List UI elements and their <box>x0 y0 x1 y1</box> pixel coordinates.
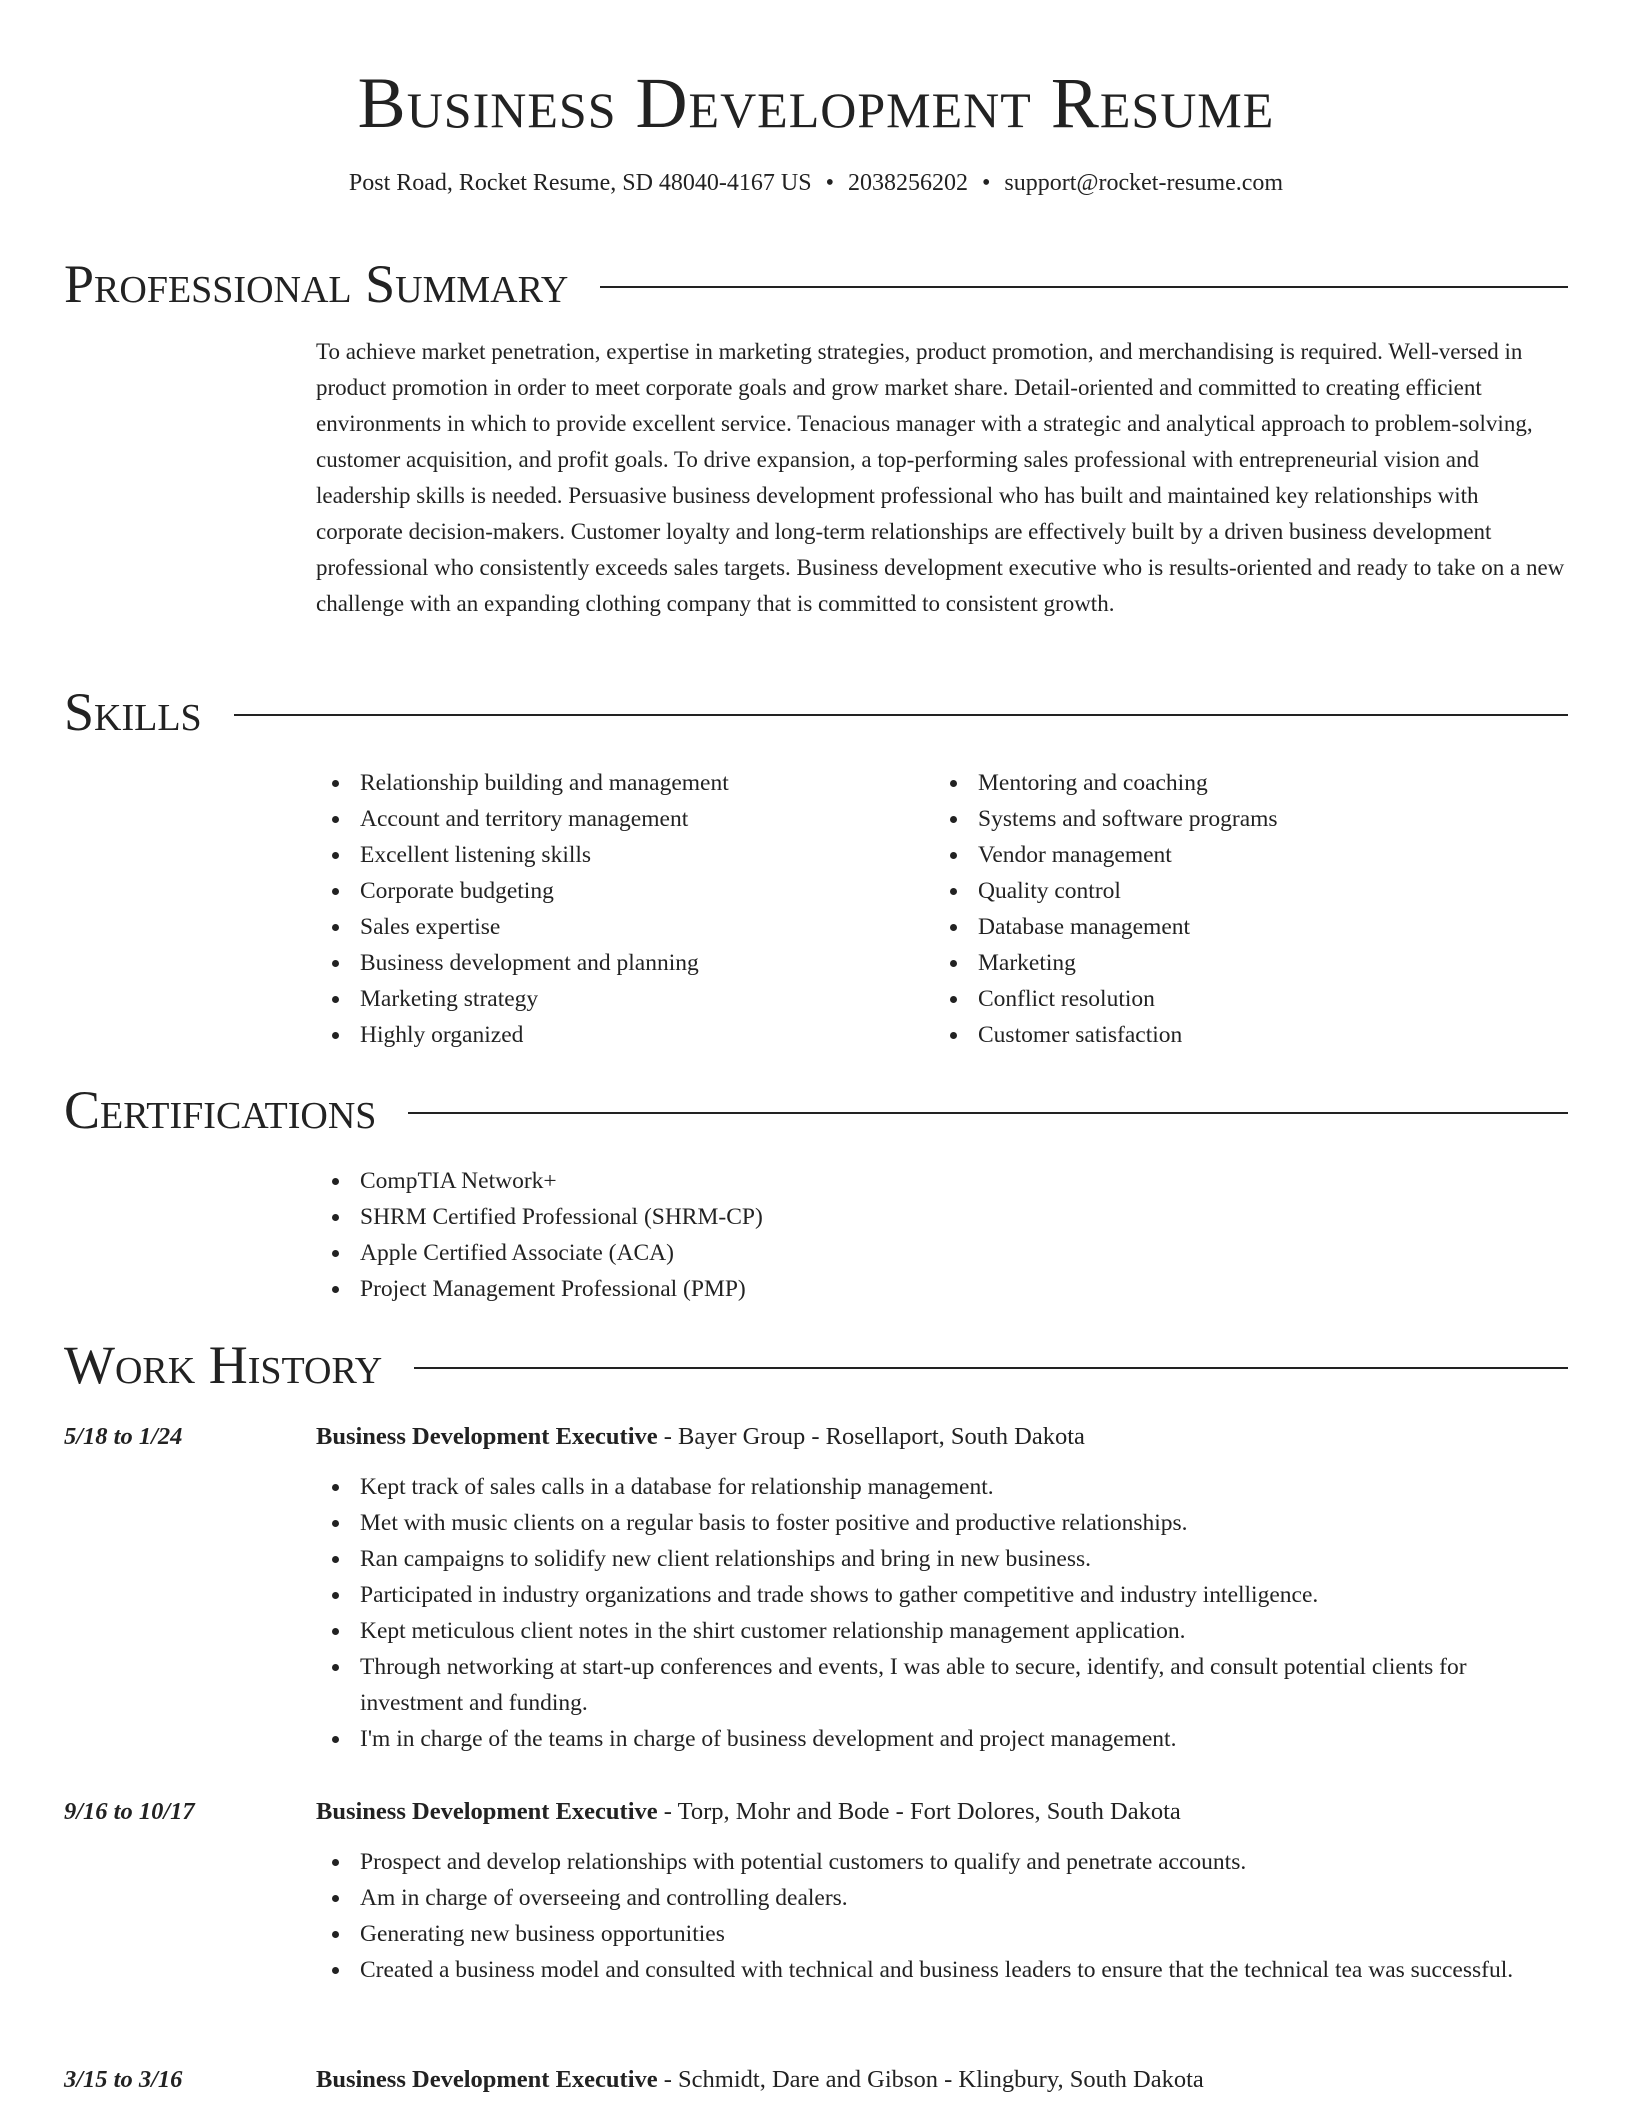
job-bullet: Ran campaigns to solidify new client relationships and bring in new business. <box>316 1541 1568 1577</box>
skill-item: Customer satisfaction <box>934 1017 1552 1053</box>
job-details: - Bayer Group - Rosellaport, South Dakota <box>657 1423 1085 1450</box>
job-heading <box>316 1419 1085 1455</box>
job-header <box>64 2062 1568 2098</box>
certifications-list <box>316 1163 1568 1307</box>
job-bullet: Created a business model and consulted with technical and business leaders to ensure that the technical tea was successful. <box>316 1952 1568 1988</box>
section-divider <box>414 1367 1568 1369</box>
skills-column-right <box>934 765 1552 1053</box>
certification-item: SHRM Certified Professional (SHRM-CP) <box>316 1199 1568 1235</box>
summary-text: To achieve market penetration, expertise in marketing strategies, product promotion, and merchandising is required. Well-versed in product promotion in order to meet corporate goals and grow market share. Detail-oriented and committed to creating efficient environments in which to provide excellent service. Tenacious manager with a strategic and analytical approach to problem-solving, customer acquisition, and profit goals. To drive expansion, a top-performing sales professional with entrepreneurial vision and leadership skills is needed. Persuasive business development professional who has built and maintained key relationships with corporate decision-makers. Customer loyalty and long-term relationships are effectively built by a driven business development professional who consistently exceeds sales targets. Business development executive who is results-oriented and ready to take on a new challenge with an expanding clothing company that is committed to consistent growth. <box>316 339 1565 616</box>
certification-item: Apple Certified Associate (ACA) <box>316 1235 1568 1271</box>
skills-list <box>316 765 1568 1053</box>
skills-column-left <box>316 765 934 1053</box>
job-dates: 3/15 to 3/16 <box>64 2066 183 2093</box>
job-heading <box>316 1794 1181 1830</box>
job-bullet: Prospect and develop relationships with potential customers to qualify and penetrate accounts. <box>316 1844 1568 1880</box>
job-heading <box>316 2062 1204 2098</box>
skill-item: Highly organized <box>316 1017 934 1053</box>
contact-separator: • <box>981 170 991 196</box>
skill-item: Marketing strategy <box>316 981 934 1017</box>
section-title-summary: Professional Summary <box>64 254 569 314</box>
contact-email: support@rocket-resume.com <box>1004 170 1284 196</box>
certifications-items <box>316 1163 1568 1307</box>
skill-item: Vendor management <box>934 837 1552 873</box>
job-title: Business Development Executive <box>316 1423 658 1450</box>
job-entry <box>64 1794 1568 1988</box>
skill-item: Business development and planning <box>316 945 934 981</box>
job-bullet: Met with music clients on a regular basis to foster positive and productive relationships. <box>316 1505 1568 1541</box>
job-bullet: Am in charge of overseeing and controlling dealers. <box>316 1880 1568 1916</box>
section-header-skills <box>64 682 1568 742</box>
skill-item: Account and territory management <box>316 801 934 837</box>
skill-item: Conflict resolution <box>934 981 1552 1017</box>
job-bullets <box>316 1469 1568 1757</box>
job-header <box>64 1794 1568 1830</box>
skill-item: Excellent listening skills <box>316 837 934 873</box>
job-bullet: Participated in industry organizations and trade shows to gather competitive and industry intelligence. <box>316 1577 1568 1613</box>
job-bullet: Kept meticulous client notes in the shirt customer relationship management application. <box>316 1613 1568 1649</box>
section-title-skills: Skills <box>64 682 202 742</box>
job-bullet: I'm in charge of the teams in charge of business development and project management. <box>316 1721 1568 1757</box>
job-details: - Torp, Mohr and Bode - Fort Dolores, South Dakota <box>657 1798 1181 1825</box>
contact-separator: • <box>825 170 834 196</box>
skill-item: Quality control <box>934 873 1552 909</box>
job-dates: 5/18 to 1/24 <box>64 1423 183 1450</box>
job-entry <box>64 1419 1568 1757</box>
section-header-work-history <box>64 1335 1568 1395</box>
certification-item: CompTIA Network+ <box>316 1163 1568 1199</box>
job-bullet: Kept track of sales calls in a database for relationship management. <box>316 1469 1568 1505</box>
job-header <box>64 1419 1568 1455</box>
skill-item: Systems and software programs <box>934 801 1552 837</box>
skill-item: Database management <box>934 909 1552 945</box>
contact-address: Post Road, Rocket Resume, SD 48040-4167 US <box>348 170 812 196</box>
certification-item: Project Management Professional (PMP) <box>316 1271 1568 1307</box>
job-title: Business Development Executive <box>316 1798 658 1825</box>
section-title-certifications: Certifications <box>64 1080 377 1140</box>
section-title-work-history: Work History <box>64 1335 383 1395</box>
job-bullets <box>316 1844 1568 1988</box>
resume-title: Business Development Resume <box>357 63 1275 143</box>
section-header-summary <box>64 254 1568 314</box>
skill-item: Mentoring and coaching <box>934 765 1552 801</box>
skill-item: Sales expertise <box>316 909 934 945</box>
job-details: - Schmidt, Dare and Gibson - Klingbury, South Dakota <box>657 2066 1204 2093</box>
job-entry <box>64 2062 1568 2098</box>
skill-item: Relationship building and management <box>316 765 934 801</box>
section-header-certifications <box>64 1080 1568 1140</box>
job-bullet: Through networking at start-up conferences and events, I was able to secure, identify, and consult potential clients for investment and funding. <box>316 1649 1568 1721</box>
skill-item: Marketing <box>934 945 1552 981</box>
job-title: Business Development Executive <box>316 2066 658 2093</box>
section-divider <box>234 714 1568 716</box>
contact-line <box>64 168 1568 198</box>
skill-item: Corporate budgeting <box>316 873 934 909</box>
section-divider <box>600 286 1568 288</box>
section-divider <box>408 1112 1568 1114</box>
job-bullet: Generating new business opportunities <box>316 1916 1568 1952</box>
job-dates: 9/16 to 10/17 <box>64 1798 195 1825</box>
contact-phone: 2038256202 <box>847 170 968 196</box>
